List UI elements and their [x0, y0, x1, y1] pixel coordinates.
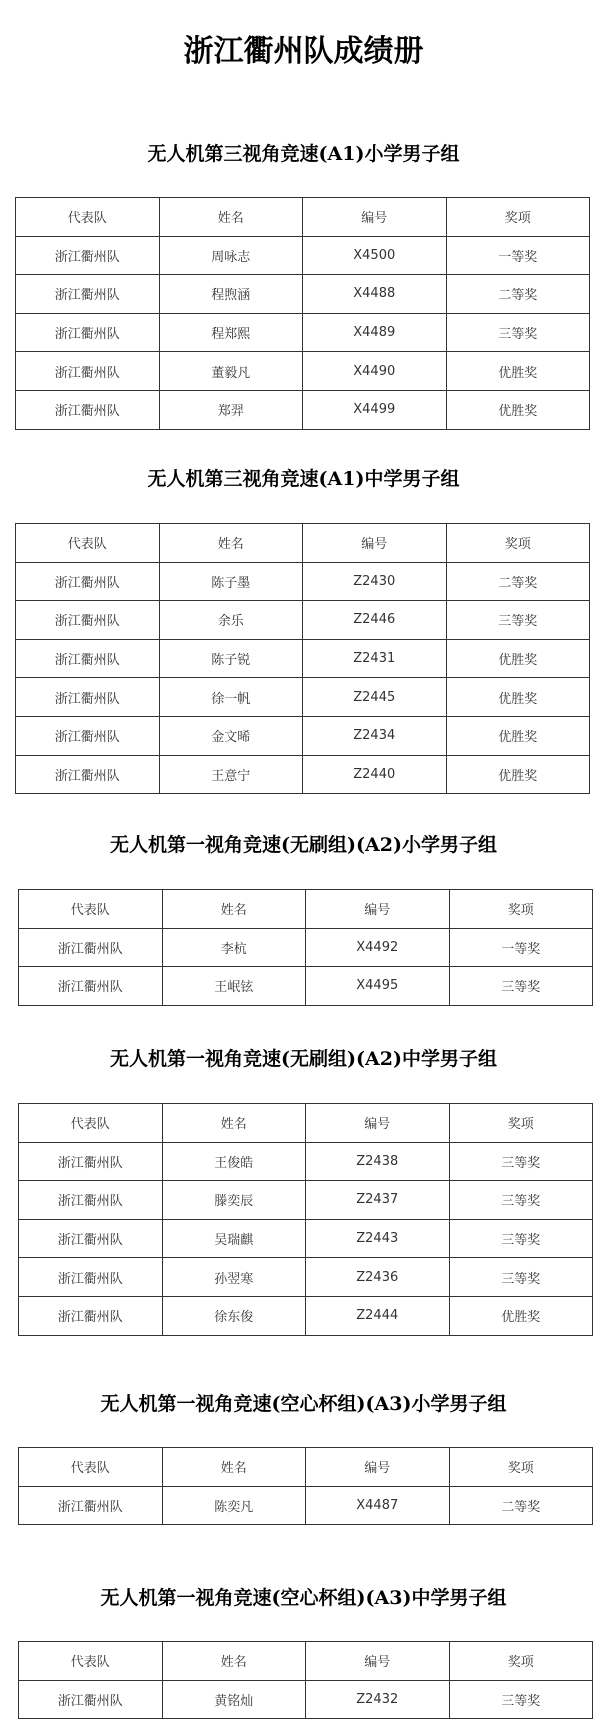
header-name: 姓名: [162, 1642, 306, 1681]
cell-name: 吴瑞麒: [162, 1219, 306, 1258]
page-title: 浙江衢州队成绩册: [183, 34, 424, 69]
cell-award: 三等奖: [449, 1680, 593, 1719]
cell-team: 浙江衢州队: [19, 1486, 163, 1525]
cell-name: 孙翌寒: [162, 1258, 306, 1297]
header-award: 奖项: [449, 1642, 593, 1681]
cell-team: 浙江衢州队: [16, 716, 160, 755]
table-row: [16, 275, 590, 314]
cell-name: 陈子锐: [159, 639, 303, 678]
cell-award: 一等奖: [449, 928, 593, 967]
cell-name: 董毅凡: [159, 352, 303, 391]
table-row: [19, 967, 593, 1006]
table-row: [16, 313, 590, 352]
cell-award: 三等奖: [449, 1219, 593, 1258]
cell-number: X4489: [303, 313, 447, 352]
section-title: 无人机第一视角竞速(无刷组)(A2)中学男子组: [110, 1048, 497, 1070]
cell-number: Z2430: [303, 562, 447, 601]
table-row: [19, 1296, 593, 1335]
cell-name: 余乐: [159, 601, 303, 640]
cell-team: 浙江衢州队: [19, 1258, 163, 1297]
results-table: [18, 1447, 593, 1525]
cell-name: 王俊皓: [162, 1142, 306, 1181]
header-team: 代表队: [19, 1104, 163, 1143]
section-title: 无人机第一视角竞速(空心杯组)(A3)小学男子组: [100, 1393, 507, 1415]
table-header-row: [19, 890, 593, 929]
cell-number: X4500: [303, 236, 447, 275]
cell-number: Z2436: [306, 1258, 450, 1297]
results-table: [18, 889, 593, 1006]
table-row: [16, 352, 590, 391]
cell-number: X4488: [303, 275, 447, 314]
section-title: 无人机第一视角竞速(无刷组)(A2)小学男子组: [110, 834, 497, 856]
cell-number: Z2443: [306, 1219, 450, 1258]
table-row: [19, 1142, 593, 1181]
header-name: 姓名: [162, 1448, 306, 1487]
cell-award: 一等奖: [446, 236, 590, 275]
cell-team: 浙江衢州队: [16, 678, 160, 717]
cell-name: 程煦涵: [159, 275, 303, 314]
cell-award: 优胜奖: [446, 352, 590, 391]
cell-award: 三等奖: [449, 1181, 593, 1220]
table-row: [16, 639, 590, 678]
results-table: [15, 197, 590, 430]
table-row: [16, 390, 590, 429]
table-header-row: [19, 1448, 593, 1487]
cell-award: 三等奖: [446, 313, 590, 352]
header-award: 奖项: [446, 198, 590, 237]
cell-award: 三等奖: [446, 601, 590, 640]
table-row: [19, 1680, 593, 1719]
header-award: 奖项: [446, 524, 590, 563]
cell-team: 浙江衢州队: [16, 236, 160, 275]
section-title: 无人机第三视角竞速(A1)小学男子组: [147, 143, 460, 165]
cell-name: 徐一帆: [159, 678, 303, 717]
table-header-row: [16, 524, 590, 563]
table-header-row: [19, 1104, 593, 1143]
header-number: 编号: [303, 524, 447, 563]
header-award: 奖项: [449, 1448, 593, 1487]
cell-award: 二等奖: [446, 562, 590, 601]
header-team: 代表队: [19, 1448, 163, 1487]
cell-team: 浙江衢州队: [19, 967, 163, 1006]
table-row: [19, 1486, 593, 1525]
header-number: 编号: [303, 198, 447, 237]
cell-number: Z2445: [303, 678, 447, 717]
cell-name: 陈子墨: [159, 562, 303, 601]
cell-award: 优胜奖: [446, 716, 590, 755]
cell-team: 浙江衢州队: [19, 1142, 163, 1181]
table-row: [19, 1258, 593, 1297]
header-team: 代表队: [19, 1642, 163, 1681]
cell-name: 王意宁: [159, 755, 303, 794]
cell-award: 二等奖: [449, 1486, 593, 1525]
cell-number: Z2434: [303, 716, 447, 755]
cell-name: 滕奕辰: [162, 1181, 306, 1220]
table-header-row: [19, 1642, 593, 1681]
cell-name: 李杭: [162, 928, 306, 967]
section-title: 无人机第一视角竞速(空心杯组)(A3)中学男子组: [100, 1587, 507, 1609]
cell-team: 浙江衢州队: [16, 562, 160, 601]
header-name: 姓名: [162, 1104, 306, 1143]
cell-award: 三等奖: [449, 1258, 593, 1297]
cell-number: Z2438: [306, 1142, 450, 1181]
header-number: 编号: [306, 1448, 450, 1487]
cell-team: 浙江衢州队: [16, 639, 160, 678]
cell-number: Z2432: [306, 1680, 450, 1719]
cell-award: 优胜奖: [449, 1296, 593, 1335]
cell-number: X4490: [303, 352, 447, 391]
cell-award: 优胜奖: [446, 390, 590, 429]
cell-name: 王岷铉: [162, 967, 306, 1006]
header-name: 姓名: [159, 198, 303, 237]
header-team: 代表队: [16, 524, 160, 563]
table-row: [16, 678, 590, 717]
header-award: 奖项: [449, 890, 593, 929]
header-number: 编号: [306, 1104, 450, 1143]
cell-number: Z2431: [303, 639, 447, 678]
results-table: [15, 523, 590, 794]
cell-team: 浙江衢州队: [19, 1219, 163, 1258]
cell-name: 徐东俊: [162, 1296, 306, 1335]
cell-name: 陈奕凡: [162, 1486, 306, 1525]
cell-number: Z2437: [306, 1181, 450, 1220]
header-number: 编号: [306, 1642, 450, 1681]
table-header-row: [16, 198, 590, 237]
header-team: 代表队: [16, 198, 160, 237]
table-row: [16, 562, 590, 601]
table-row: [19, 1181, 593, 1220]
table-row: [16, 236, 590, 275]
section-title: 无人机第三视角竞速(A1)中学男子组: [147, 468, 460, 490]
cell-number: Z2440: [303, 755, 447, 794]
cell-number: Z2444: [306, 1296, 450, 1335]
cell-team: 浙江衢州队: [19, 1296, 163, 1335]
cell-name: 程郑熙: [159, 313, 303, 352]
cell-team: 浙江衢州队: [16, 352, 160, 391]
cell-team: 浙江衢州队: [16, 755, 160, 794]
cell-name: 周咏志: [159, 236, 303, 275]
header-team: 代表队: [19, 890, 163, 929]
cell-award: 三等奖: [449, 967, 593, 1006]
header-name: 姓名: [159, 524, 303, 563]
cell-team: 浙江衢州队: [16, 313, 160, 352]
cell-team: 浙江衢州队: [16, 275, 160, 314]
cell-award: 二等奖: [446, 275, 590, 314]
cell-number: X4492: [306, 928, 450, 967]
cell-number: X4499: [303, 390, 447, 429]
cell-award: 三等奖: [449, 1142, 593, 1181]
table-row: [16, 716, 590, 755]
cell-team: 浙江衢州队: [19, 928, 163, 967]
cell-number: Z2446: [303, 601, 447, 640]
cell-name: 金文晞: [159, 716, 303, 755]
cell-team: 浙江衢州队: [16, 390, 160, 429]
table-row: [16, 601, 590, 640]
cell-name: 郑羿: [159, 390, 303, 429]
cell-award: 优胜奖: [446, 678, 590, 717]
results-table: [18, 1103, 593, 1336]
cell-award: 优胜奖: [446, 755, 590, 794]
cell-name: 黄铭灿: [162, 1680, 306, 1719]
header-award: 奖项: [449, 1104, 593, 1143]
header-number: 编号: [306, 890, 450, 929]
table-row: [19, 928, 593, 967]
table-row: [19, 1219, 593, 1258]
cell-number: X4487: [306, 1486, 450, 1525]
cell-award: 优胜奖: [446, 639, 590, 678]
cell-team: 浙江衢州队: [19, 1181, 163, 1220]
table-row: [16, 755, 590, 794]
cell-team: 浙江衢州队: [19, 1680, 163, 1719]
cell-number: X4495: [306, 967, 450, 1006]
results-table: [18, 1641, 593, 1719]
header-name: 姓名: [162, 890, 306, 929]
cell-team: 浙江衢州队: [16, 601, 160, 640]
